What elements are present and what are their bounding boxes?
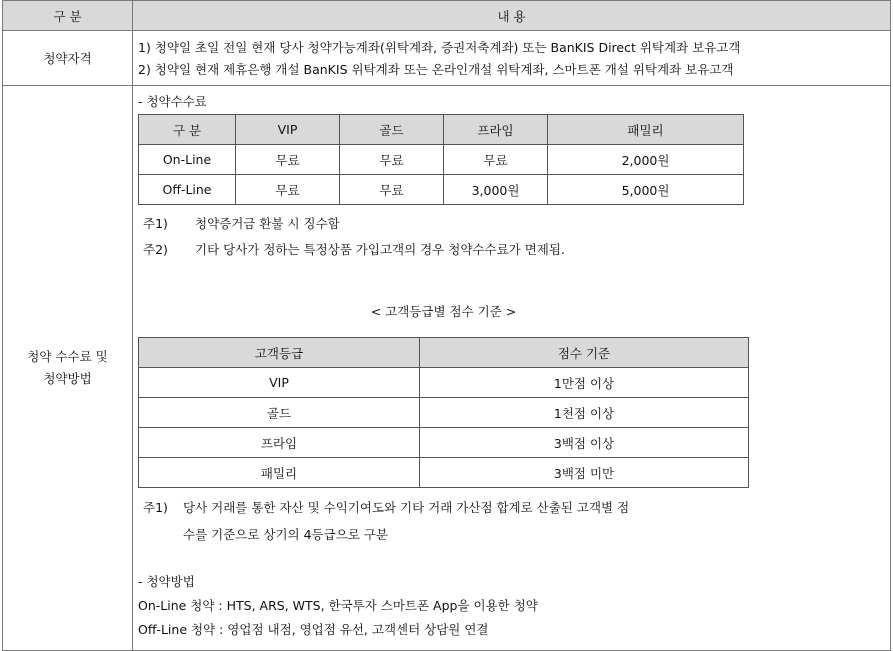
fee-note-1 [138,211,890,237]
criteria-title: < 고객등급별 점수 기준 > [370,304,517,319]
qualification-line-2: 2) 청약일 현재 제휴은행 개설 BanKIS 위탁계좌 또는 온라인개설 위탁계좌, 스마트폰 개설 위탁계좌 보유고객 [138,62,734,77]
note-key: 주2) [143,242,168,257]
subscription-info-table [2,0,891,651]
criteria-cell: VIP [139,368,420,398]
fee-cell: On-Line [139,145,236,175]
fee-section-title: - 청약수수료 [138,94,207,109]
note-text: 기타 당사가 정하는 특정상품 가입고객의 경우 청약수수료가 면제됨. [195,242,565,257]
criteria-note-line-1: 당사 거래를 통한 자산 및 수익기여도와 기타 거래 가산점 합계로 산출된 고객별 점 [183,500,630,515]
fee-cell: 무료 [340,175,444,205]
fee-cell: 3,000원 [444,175,548,205]
table-row [139,458,749,488]
method-offline: Off-Line 청약 : 영업점 내점, 영업점 유선, 고객센터 상담원 연결 [138,622,489,637]
criteria-cell: 3백점 미만 [420,458,749,488]
criteria-cell: 1만점 이상 [420,368,749,398]
fees-label-line-2: 청약방법 [43,371,92,386]
fee-cell: 무료 [236,145,340,175]
fee-header-cell: 프라임 [444,115,548,145]
fee-note-2 [138,237,890,263]
fee-header-cell: 패밀리 [548,115,744,145]
table-row [139,368,749,398]
fees-label [3,86,133,651]
fee-cell: 무료 [236,175,340,205]
criteria-cell: 3백점 이상 [420,428,749,458]
fee-table [138,114,744,205]
note-key: 주1) [143,500,168,515]
criteria-note-line-2: 수를 기준으로 상기의 4등급으로 구분 [183,527,388,542]
fee-cell: 2,000원 [548,145,744,175]
method-title: - 청약방법 [138,574,195,589]
criteria-cell: 패밀리 [139,458,420,488]
fee-header-cell: VIP [236,115,340,145]
criteria-header-cell: 고객등급 [139,338,420,368]
criteria-cell: 1천점 이상 [420,398,749,428]
fee-cell: 무료 [444,145,548,175]
method-section [138,570,890,642]
header-content: 내 용 [133,1,891,31]
note-key: 주1) [143,216,168,231]
qualification-content [133,31,891,86]
criteria-cell: 골드 [139,398,420,428]
fee-cell: 5,000원 [548,175,744,205]
table-row [139,428,749,458]
criteria-header-cell: 점수 기준 [420,338,749,368]
table-row [139,175,744,205]
table-row [139,145,744,175]
method-online: On-Line 청약 : HTS, ARS, WTS, 한국투자 스마트폰 App을 이용한 청약 [138,598,538,613]
fee-header-cell: 구 분 [139,115,236,145]
fee-cell: Off-Line [139,175,236,205]
qualification-label: 청약자격 [3,31,133,86]
qualification-line-1: 1) 청약일 초일 전일 현재 당사 청약가능계좌(위탁계좌, 증권저축계좌) 또는 BanKIS Direct 위탁계좌 보유고객 [138,40,741,55]
fee-header-cell: 골드 [340,115,444,145]
criteria-cell: 프라임 [139,428,420,458]
note-text: 청약증거금 환불 시 징수함 [195,216,340,231]
fee-cell: 무료 [340,145,444,175]
fees-content [133,86,891,651]
criteria-note [138,494,890,548]
header-category: 구 분 [3,1,133,31]
criteria-table [138,337,749,488]
table-row [139,398,749,428]
fees-label-line-1: 청약 수수료 및 [27,349,108,364]
